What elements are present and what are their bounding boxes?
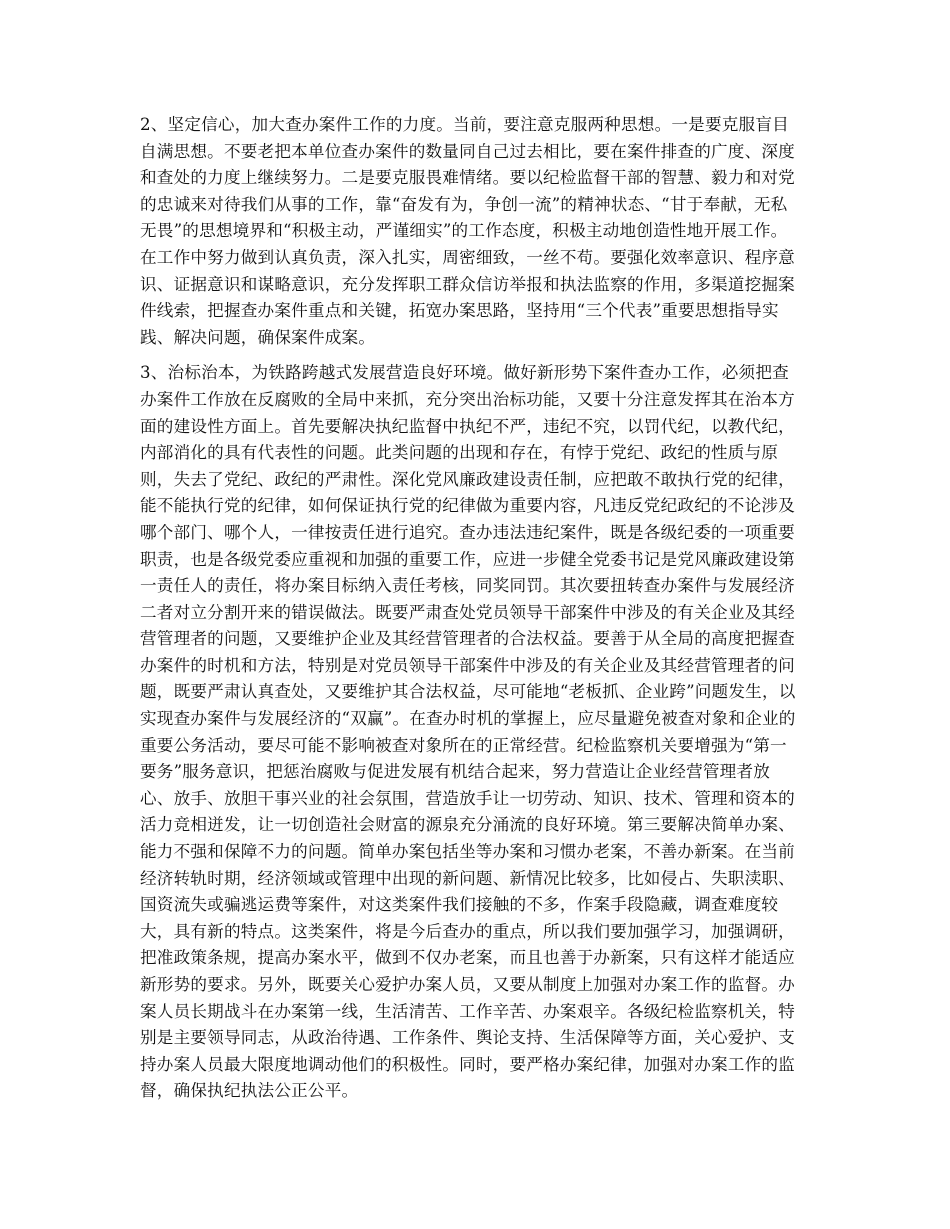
paragraph-line: 督，确保执纪执法公正公平。 [140,1081,359,1101]
paragraph-line: 持办案人员最大限度地调动他们的积极性。同时，要严格办案纪律，加强对办案工作的监 [140,1054,795,1074]
paragraph-line: 3、治标治本，为铁路跨越式发展营造良好环境。做好新形势下案件查办工作，必须把查 [140,363,789,383]
paragraph-line: 内部消化的具有代表性的问题。此类问题的出现和存在，有悖于党纪、政纪的性质与原 [140,443,779,463]
paragraph-line: 和查处的力度上继续努力。二是要克服畏难情绪。要以纪检监督干部的智慧、毅力和对党 [140,168,795,188]
paragraph-line: 心、放手、放胆干事兴业的社会氛围，营造放手让一切劳动、知识、技术、管理和资本的 [140,788,795,808]
paragraph-line: 无畏”的思想境界和“积极主动，严谨细实”的工作态度，积极主动地创造性地开展工作。 [140,221,788,241]
paragraph-line: 哪个部门、哪个人，一律按责任进行追究。查办违法违纪案件，既是各级纪委的一项重要 [140,522,795,542]
paragraph-line: 面的建设性方面上。首先要解决执纪监督中执纪不严，违纪不究，以罚代纪，以教代纪， [140,416,795,436]
paragraph-line: 在工作中努力做到认真负责，深入扎实，周密细致，一丝不苟。要强化效率意识、程序意 [140,247,795,267]
paragraph-line: 识、证据意识和谋略意识，充分发挥职工群众信访举报和执法监察的作用，多渠道挖掘案 [140,274,795,294]
paragraph-line: 案人员长期战斗在办案第一线，生活清苦、工作辛苦、办案艰辛。各级纪检监察机关，特 [140,1001,795,1021]
paragraph-line: 别是主要领导同志，从政治待遇、工作条件、舆论支持、生活保障等方面，关心爱护、支 [140,1028,795,1048]
paragraph-line: 的忠诚来对待我们从事的工作，靠“奋发有为，争创一流”的精神状态、“甘于奉献，无私 [140,194,788,214]
paragraph-line: 实现查办案件与发展经济的“双赢”。在查办时机的掌握上，应尽量避免被查对象和企业的 [140,709,796,729]
paragraph-line: 件线索，把握查办案件重点和关键，拓宽办案思路，坚持用“三个代表”重要思想指导实 [140,301,779,321]
paragraph-line: 新形势的要求。另外，既要关心爱护办案人员，又要从制度上加强对办案工作的监督。办 [140,975,795,994]
paragraph-line: 经济转轨时期，经济领域或管理中出现的新问题、新情况比较多，比如侵占、失职渎职、 [140,868,795,888]
paragraph-line: 营管理者的问题，又要维护企业及其经营管理者的合法权益。要善于从全局的高度把握查 [140,629,795,649]
paragraph-line: 践、解决问题，确保案件成案。 [140,327,376,347]
paragraph-line: 一责任人的责任，将办案目标纳入责任考核，同奖同罚。其次要扭转查办案件与发展经济 [140,576,795,596]
paragraph-line: 国资流失或骗逃运费等案件，对这类案件我们接触的不多，作案手段隐藏，调查难度较 [140,895,779,915]
paragraph-line: 二者对立分割开来的错误做法。既要严肃查处党员领导干部案件中涉及的有关企业及其经 [140,602,795,622]
paragraph-line: 要务”服务意识，把惩治腐败与促进发展有机结合起来，努力营造让企业经营管理者放 [140,762,771,782]
paragraph-line: 题，既要严肃认真查处，又要维护其合法权益，尽可能地“老板抓、企业跨”问题发生，以 [140,682,796,702]
paragraph-3 [140,360,812,1105]
paragraph-line: 办案件工作放在反腐败的全局中来抓，充分突出治标功能，又要十分注意发挥其在治本方 [140,389,795,409]
paragraph-line: 则，失去了党纪、政纪的严肃性。深化党风廉政建设责任制，应把敢不敢执行党的纪律， [140,469,795,489]
paragraph-line: 2、坚定信心，加大查办案件工作的力度。当前，要注意克服两种思想。一是要克服盲目 [140,115,789,134]
paragraph-line: 能不能执行党的纪律，如何保证执行党的纪律做为重要内容，凡违反党纪政纪的不论涉及 [140,496,795,516]
paragraph-line: 把准政策条规，提高办案水平，做到不仅办老案，而且也善于办新案，只有这样才能适应 [140,948,795,968]
paragraph-line: 活力竞相迸发，让一切创造社会财富的源泉充分涌流的良好环境。第三要解决简单办案、 [140,815,795,835]
document-page [140,112,812,1105]
paragraph-line: 办案件的时机和方法，特别是对党员领导干部案件中涉及的有关企业及其经营管理者的问 [140,655,795,675]
paragraph-2 [140,112,812,351]
paragraph-line: 能力不强和保障不力的问题。简单办案包括坐等办案和习惯办老案，不善办新案。在当前 [140,842,795,862]
paragraph-line: 大，具有新的特点。这类案件，将是今后查办的重点，所以我们要加强学习，加强调研， [140,921,795,941]
paragraph-line: 重要公务活动，要尽可能不影响被查对象所在的正常经营。纪检监察机关要增强为“第一 [140,735,787,755]
paragraph-line: 职责，也是各级党委应重视和加强的重要工作，应进一步健全党委书记是党风廉政建设第 [140,549,795,569]
paragraph-line: 自满思想。不要老把本单位查办案件的数量同自己过去相比，要在案件排查的广度、深度 [140,141,795,161]
